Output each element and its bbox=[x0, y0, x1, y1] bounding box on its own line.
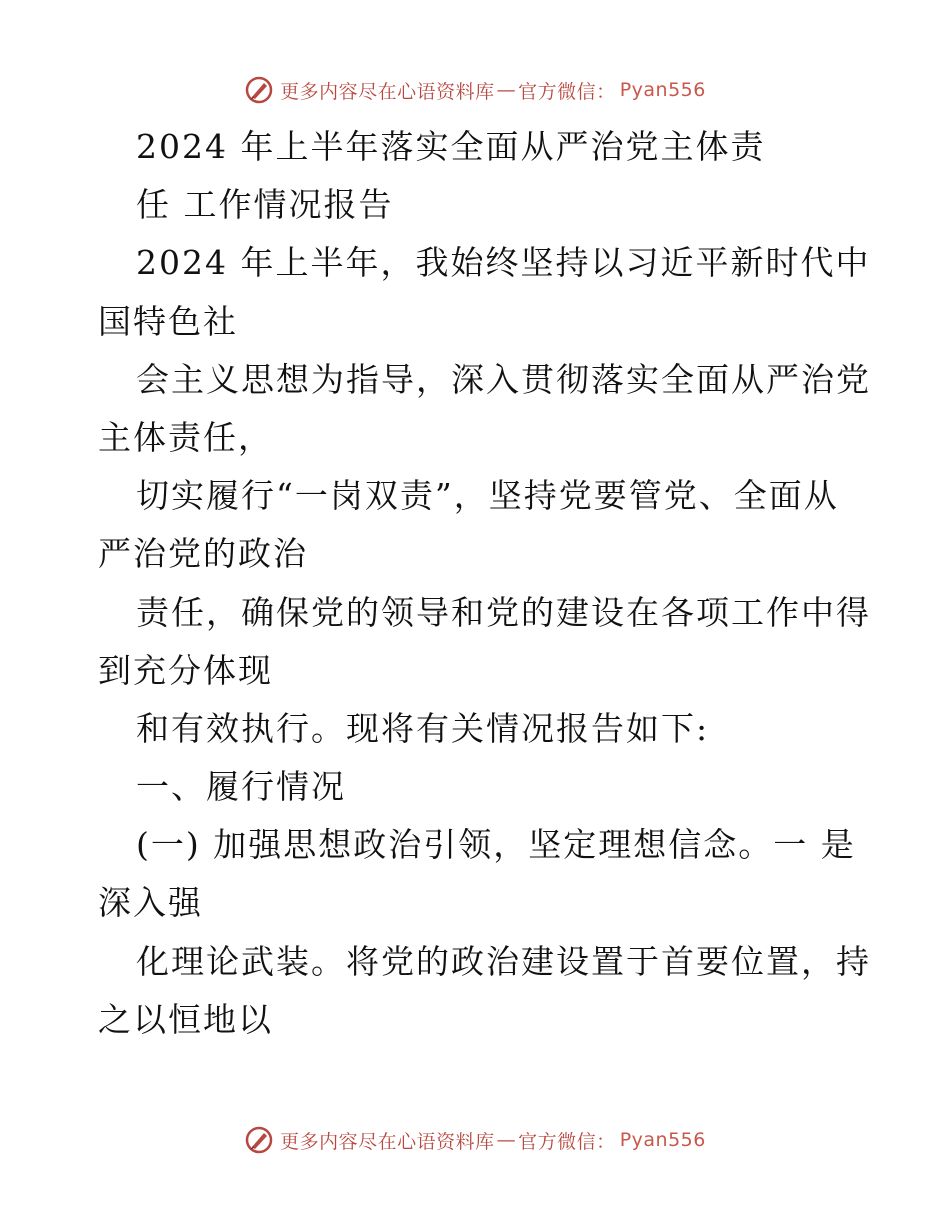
watermark-wechat-id: Pyan556 bbox=[619, 1129, 706, 1151]
text-line: 严治党的政治 bbox=[98, 534, 308, 574]
text-line: 责任，确保党的领导和党的建设在各项工作中得 bbox=[136, 592, 871, 632]
watermark-text: 更多内容尽在心语资料库 bbox=[280, 80, 495, 103]
text-line: (一) 加强思想政治引领，坚定理想信念。一 是 bbox=[136, 825, 856, 865]
text-line: 任 工作情况报告 bbox=[136, 185, 394, 225]
footer-watermark bbox=[0, 1118, 950, 1162]
text-line: 到充分体现 bbox=[98, 650, 273, 690]
document-body bbox=[98, 118, 871, 1049]
text-line: 会主义思想为指导，深入贯彻落实全面从严治党 bbox=[136, 359, 871, 399]
pen-logo-icon bbox=[244, 75, 274, 105]
text-line: 化理论武装。将党的政治建设置于首要位置，持 bbox=[136, 941, 871, 981]
text-line: 国特色社 bbox=[98, 301, 238, 341]
text-line: 主体责任， bbox=[98, 417, 273, 457]
pen-logo-icon bbox=[244, 1125, 274, 1155]
header-watermark bbox=[0, 68, 950, 112]
text-line: 和有效执行。现将有关情况报告如下: bbox=[136, 708, 710, 748]
text-line: 之以恒地以 bbox=[98, 999, 273, 1039]
text-line: 切实履行“一岗双责”，坚持党要管党、全面从 bbox=[136, 476, 839, 516]
watermark-dash: — bbox=[496, 79, 517, 101]
watermark-wechat-id: Pyan556 bbox=[619, 79, 706, 101]
text-line: 2024 年上半年落实全面从严治党主体责 bbox=[136, 127, 766, 166]
watermark-dash: — bbox=[496, 1129, 517, 1151]
text-line: 深入强 bbox=[98, 883, 203, 923]
watermark-text: 更多内容尽在心语资料库 bbox=[280, 1130, 495, 1153]
text-line: 2024 年上半年，我始终坚持以习近平新时代中 bbox=[136, 243, 871, 283]
watermark-wechat-label: 官方微信： bbox=[518, 80, 616, 103]
section-heading: 一、履行情况 bbox=[136, 767, 346, 807]
watermark-wechat-label: 官方微信： bbox=[518, 1130, 616, 1153]
